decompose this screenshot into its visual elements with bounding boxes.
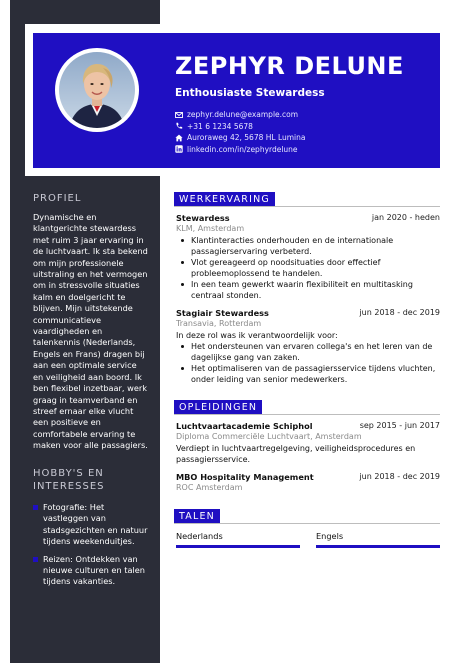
contact-email-text: zephyr.delune@example.com (187, 110, 299, 120)
language-name: Nederlands (176, 531, 223, 541)
education-title: MBO Hospitality Management (176, 472, 314, 482)
language-level-bar (176, 545, 300, 548)
list-item: In een team gewerkt waarin flexibiliteit en multitasking centraal stonden. (176, 279, 441, 301)
divider (174, 414, 440, 415)
candidate-name: ZEPHYR DELUNE (175, 52, 404, 80)
contact-address (175, 132, 306, 144)
hobbies-list (33, 502, 148, 594)
education-text: Verdiept in luchtvaartregelgeving, veiligheidsprocedures en passagiersservice. (176, 444, 416, 464)
education-subtitle: Diploma Commerciële Luchtvaart, Amsterdam (176, 432, 362, 441)
job-bullets (176, 235, 441, 301)
profile-photo (59, 52, 135, 128)
phone-icon (175, 122, 183, 130)
job-intro: In deze rol was ik verantwoordelijk voor: (176, 331, 338, 340)
languages-heading: TALEN (174, 509, 220, 523)
contact-email[interactable] (175, 109, 306, 121)
list-item: Klantinteracties onderhouden en de internationale passagierservaring verbeterd. (176, 235, 441, 257)
linkedin-icon (175, 145, 183, 153)
contact-phone[interactable] (175, 121, 306, 133)
job-date: jan 2020 - heden (371, 213, 440, 222)
hobbies-heading: HOBBY'S EN INTERESSES (33, 468, 105, 492)
job-title: Stewardess (176, 213, 230, 223)
education-subtitle: ROC Amsterdam (176, 483, 243, 492)
profile-heading: PROFIEL (33, 193, 82, 204)
bullet-square-icon (33, 505, 38, 510)
list-item: Het optimaliseren van de passagiersservice tijdens vluchten, onder leiding van senior medewerkers. (176, 363, 441, 385)
education-title: Luchtvaartacademie Schiphol (176, 421, 313, 431)
divider (174, 523, 440, 524)
education-heading: OPLEIDINGEN (174, 400, 262, 414)
candidate-tagline: Enthousiaste Stewardess (175, 87, 325, 99)
contact-phone-text: +31 6 1234 5678 (187, 121, 253, 131)
language-name: Engels (316, 531, 344, 541)
job-bullets (176, 341, 441, 385)
contact-address-text: Auroraweg 42, 5678 HL Lumina (187, 133, 306, 143)
education-date: sep 2015 - jun 2017 (359, 421, 440, 430)
education-date: jun 2018 - dec 2019 (359, 472, 440, 481)
contact-linkedin-text: linkedin.com/in/zephyrdelune (187, 144, 298, 154)
contact-linkedin[interactable] (175, 144, 306, 156)
job-title: Stagiair Stewardess (176, 308, 269, 318)
list-item: Vlot gereageerd op noodsituaties door effectief probleemoplossend te handelen. (176, 257, 441, 279)
email-icon (175, 111, 183, 119)
list-item: Het ondersteunen van ervaren collega's en het leren van de dagelijkse gang van zaken. (176, 341, 441, 363)
language-level-bar (316, 545, 440, 548)
experience-heading: WERKERVARING (174, 192, 275, 206)
contact-list (175, 109, 306, 155)
job-date: jun 2018 - dec 2019 (359, 308, 440, 317)
profile-text: Dynamische en klantgerichte stewardess met ruim 3 jaar ervaring in de luchtvaart. Ik sta bekend om mijn professionele uitstraling en het vermogen om in stressvolle situaties kalm en doelgericht te blijven. Mijn uitstekende communicatieve vaardigheden en talenkennis (Nederlands, Engels en Frans) dragen bij aan een optimale service en veiligheid aan boord. Ik ben flexibel inzetbaar, werk graag in teamverband en streef ernaar elke vlucht een positieve en comfortabele ervaring te maken voor alle passagiers. (33, 212, 148, 451)
job-organization: KLM, Amsterdam (176, 224, 245, 233)
bullet-square-icon (33, 557, 38, 562)
home-icon (175, 134, 183, 142)
divider (174, 206, 440, 207)
list-item: Fotografie: Het vastleggen van stadsgezichten en natuur tijdens weekenduitjes. (33, 502, 148, 548)
job-organization: Transavia, Rotterdam (176, 319, 262, 328)
list-item: Reizen: Ontdekken van nieuwe culturen en talen tijdens vakanties. (33, 554, 148, 588)
